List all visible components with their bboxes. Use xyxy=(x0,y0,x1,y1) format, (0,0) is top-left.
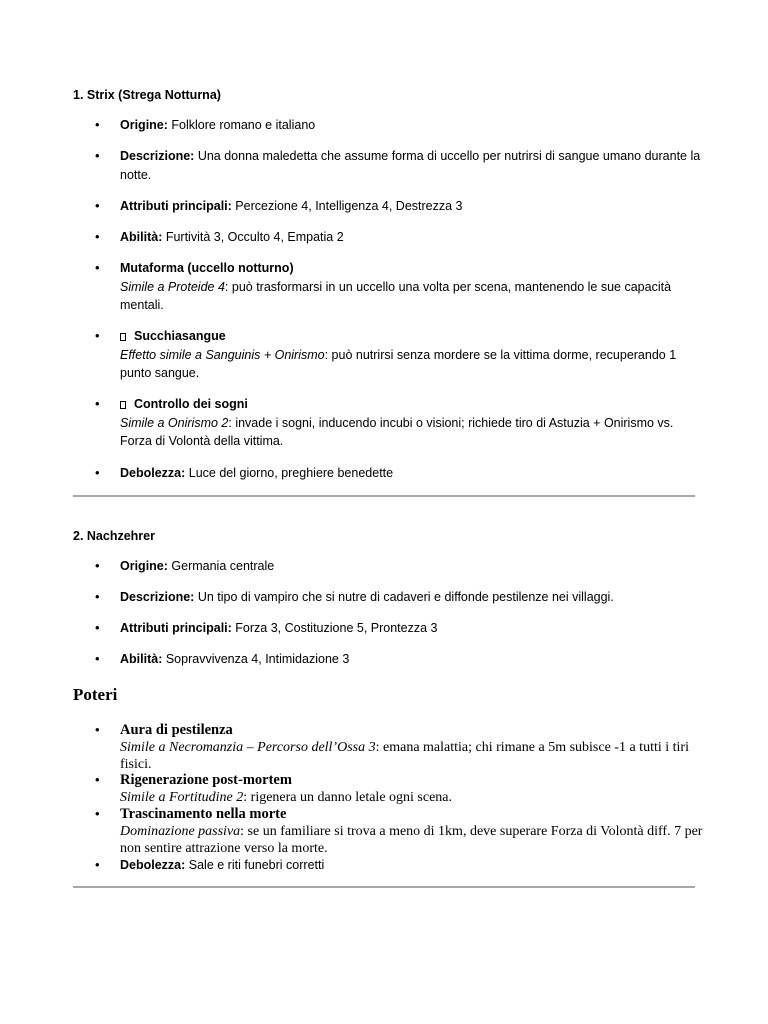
list-item xyxy=(120,228,705,247)
item-text: : può trasformarsi in un uccello una volta per scena, mantenendo le sue capacità mentali. xyxy=(120,279,672,312)
item-text: : emana malattia; chi rimane a 5m subisce -1 a tutti i tiri fisici. xyxy=(120,739,689,772)
list-item xyxy=(120,395,705,451)
list-item xyxy=(120,650,705,669)
horizontal-divider xyxy=(73,495,695,497)
item-label: Origine: xyxy=(120,118,168,132)
item-text: Percezione 4, Intelligenza 4, Destrezza 3 xyxy=(231,199,463,213)
list-item xyxy=(120,857,705,873)
list-item xyxy=(120,722,705,773)
item-description: Simile a Proteide 4 xyxy=(120,279,225,294)
item-description: Simile a Necromanzia – Percorso dell’Ossa 3 xyxy=(120,739,376,755)
item-text: Un tipo di vampiro che si nutre di cadaveri e diffonde pestilenze nei villaggi. xyxy=(194,590,614,604)
item-label: Aura di pestilenza xyxy=(120,722,233,738)
missing-glyph-icon xyxy=(120,401,126,409)
item-description: Simile a Onirismo 2 xyxy=(120,415,229,430)
item-label: Descrizione: xyxy=(120,590,195,604)
item-text: : può nutrirsi senza mordere se la vittima dorme, recuperando 1 punto sangue. xyxy=(120,347,677,380)
list-item xyxy=(120,464,705,483)
item-description: Dominazione passiva xyxy=(120,823,241,839)
section-title: 2. Nachzehrer xyxy=(73,529,155,543)
item-text: Luce del giorno, preghiere benedette xyxy=(185,466,394,480)
item-text: Germania centrale xyxy=(167,559,275,573)
item-label: Attributi principali: xyxy=(120,621,232,635)
item-description: Simile a Fortitudine 2 xyxy=(120,789,244,805)
item-text: : rigenera un danno letale ogni scena. xyxy=(243,789,453,805)
list-item xyxy=(120,588,705,607)
item-text: Folklore romano e italiano xyxy=(167,118,316,132)
list-item xyxy=(120,259,705,315)
item-label: Succhiasangue xyxy=(134,329,226,343)
item-label: Origine: xyxy=(120,559,168,573)
item-label: Trascinamento nella morte xyxy=(120,806,287,822)
item-text: Furtività 3, Occulto 4, Empatia 2 xyxy=(162,230,344,244)
item-label: Mutaforma (uccello notturno) xyxy=(120,261,294,275)
list-item xyxy=(120,327,705,383)
missing-glyph-icon xyxy=(120,333,126,341)
list-item xyxy=(120,772,705,807)
item-label: Abilità: xyxy=(120,652,163,666)
item-label: Attributi principali: xyxy=(120,199,232,213)
list-item xyxy=(120,619,705,638)
item-text: Sale e riti funebri corretti xyxy=(185,858,325,872)
item-label: Abilità: xyxy=(120,230,163,244)
item-description: Effetto simile a Sanguinis + Onirismo xyxy=(120,347,325,362)
horizontal-divider xyxy=(73,886,695,888)
section-title: 1. Strix (Strega Notturna) xyxy=(73,88,221,102)
item-label: Debolezza: xyxy=(120,466,186,480)
powers-heading: Poteri xyxy=(73,685,118,704)
item-text: Forza 3, Costituzione 5, Prontezza 3 xyxy=(231,621,438,635)
item-label: Debolezza: xyxy=(120,858,186,872)
list-item xyxy=(120,197,705,216)
list-item xyxy=(120,147,705,184)
item-label: Descrizione: xyxy=(120,149,195,163)
item-text: : invade i sogni, inducendo incubi o visioni; richiede tiro di Astuzia + Onirismo vs. Forza di Volontà della vittima. xyxy=(120,415,674,448)
list-item xyxy=(120,116,705,135)
item-label: Controllo dei sogni xyxy=(134,397,248,411)
item-text: Sopravvivenza 4, Intimidazione 3 xyxy=(162,652,350,666)
list-item xyxy=(120,557,705,576)
list-item xyxy=(120,806,705,857)
item-text: : se un familiare si trova a meno di 1km, deve superare Forza di Volontà diff. 7 per non sentire attrazione verso la morte. xyxy=(120,823,703,856)
item-text: Una donna maledetta che assume forma di uccello per nutrirsi di sangue umano durante la notte. xyxy=(120,149,701,182)
item-label: Rigenerazione post-mortem xyxy=(120,772,292,788)
